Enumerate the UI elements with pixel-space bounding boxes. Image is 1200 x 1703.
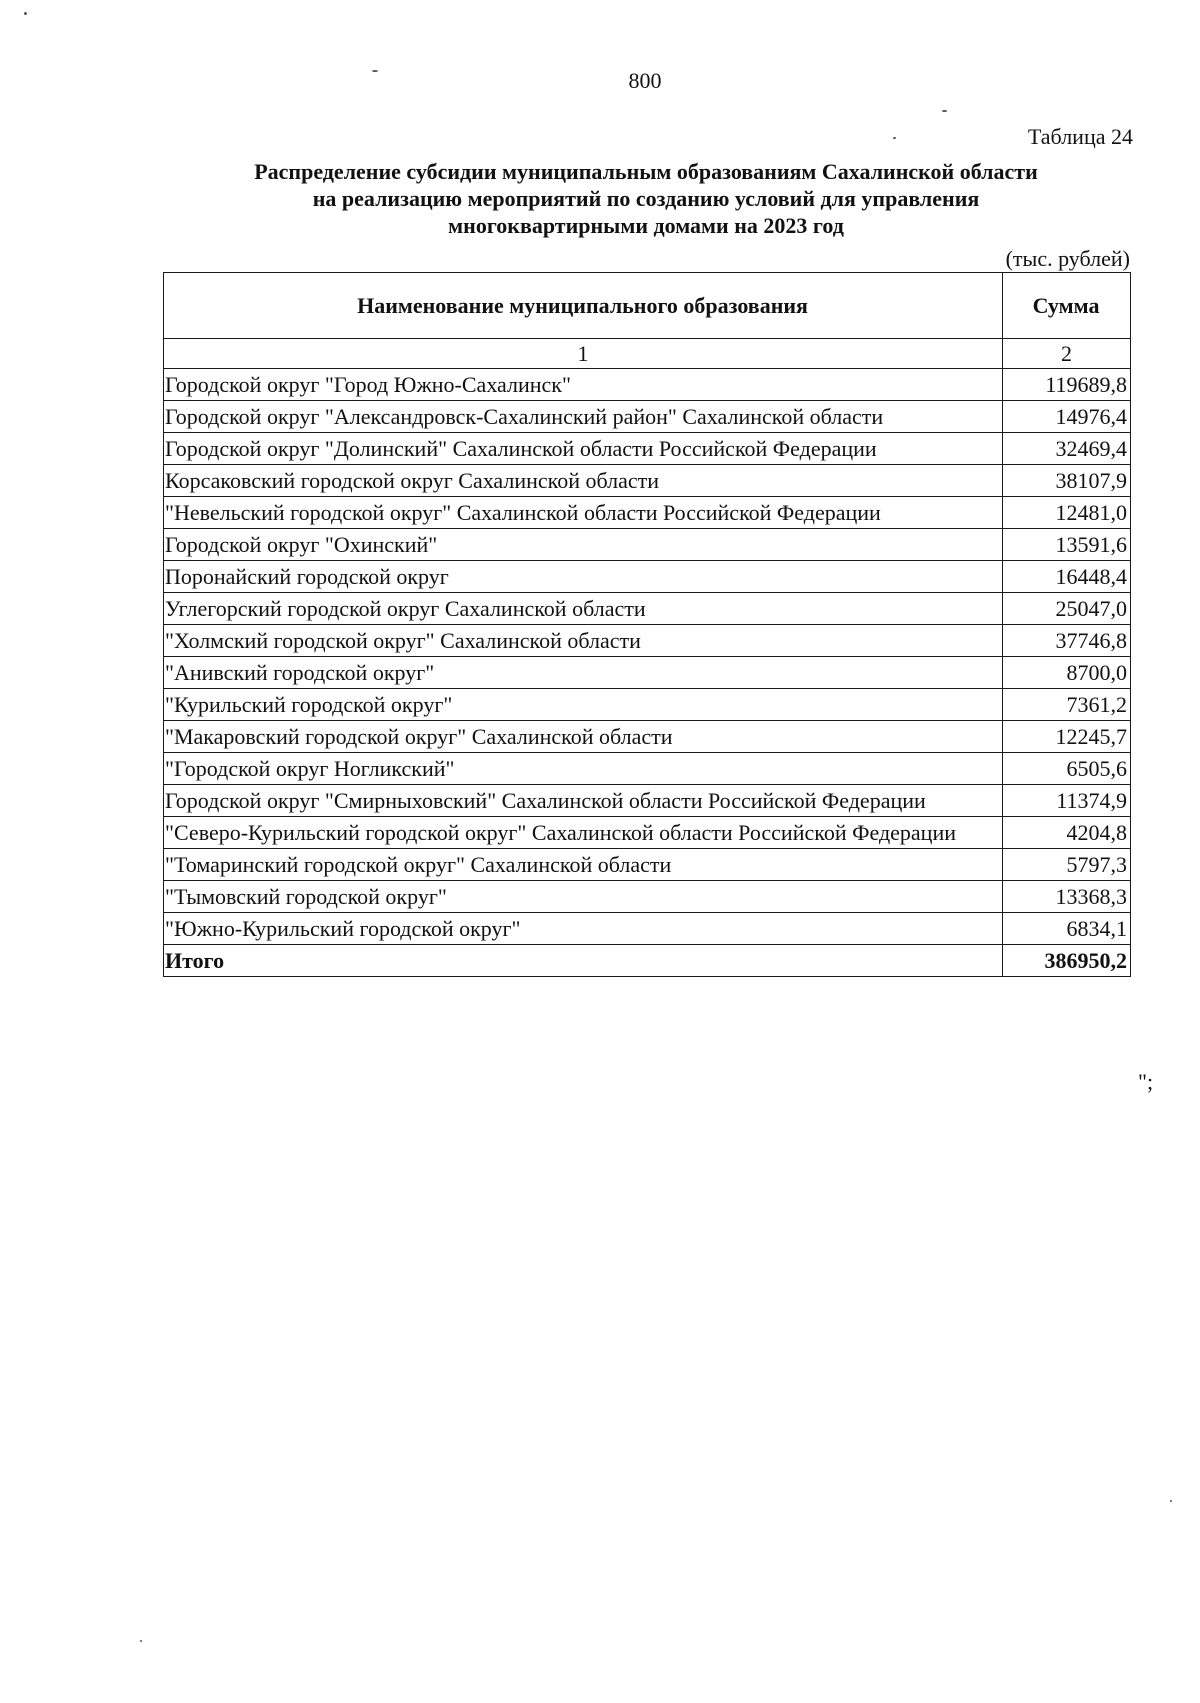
table-row (164, 881, 1131, 913)
row-sum: 32469,4 (1003, 433, 1131, 465)
row-sum: 6834,1 (1003, 913, 1131, 945)
scan-speck (1170, 1500, 1172, 1502)
row-sum: 16448,4 (1003, 561, 1131, 593)
column-number: 1 (164, 339, 1003, 369)
title-line: на реализацию мероприятий по созданию условий для управления (312, 186, 980, 211)
row-name: Городской округ "Долинский" Сахалинской области Российской Федерации (164, 433, 1003, 465)
row-name: "Макаровский городской округ" Сахалинской области (164, 721, 1003, 753)
header-name: Наименование муниципального образования (164, 273, 1003, 339)
scan-speck (893, 137, 896, 139)
table-row (164, 913, 1131, 945)
table-row (164, 785, 1131, 817)
table-row (164, 369, 1131, 401)
row-sum: 7361,2 (1003, 689, 1131, 721)
table-row (164, 593, 1131, 625)
table-row (164, 433, 1131, 465)
row-name: Городской округ "Город Южно-Сахалинск" (164, 369, 1003, 401)
table-row (164, 721, 1131, 753)
header-sum: Сумма (1003, 273, 1131, 339)
row-name: Городской округ "Охинский" (164, 529, 1003, 561)
table-row (164, 561, 1131, 593)
row-name: "Тымовский городской округ" (164, 881, 1003, 913)
row-sum: 5797,3 (1003, 849, 1131, 881)
row-name: "Южно-Курильский городской округ" (164, 913, 1003, 945)
row-sum: 14976,4 (1003, 401, 1131, 433)
units-label: (тыс. рублей) (1005, 246, 1130, 271)
table-row (164, 465, 1131, 497)
subsidy-table (163, 272, 1131, 977)
table-row (164, 497, 1131, 529)
row-name: "Анивский городской округ" (164, 657, 1003, 689)
row-sum: 13368,3 (1003, 881, 1131, 913)
total-label: Итого (164, 945, 1003, 977)
row-sum: 37746,8 (1003, 625, 1131, 657)
table-row (164, 817, 1131, 849)
table-row (164, 529, 1131, 561)
row-name: "Северо-Курильский городской округ" Сахалинской области Российской Федерации (164, 817, 1003, 849)
column-numbers-row (164, 339, 1131, 369)
scan-speck (372, 70, 378, 72)
title-line: Распределение субсидии муниципальным образованиям Сахалинской области (254, 159, 1038, 184)
row-sum: 119689,8 (1003, 369, 1131, 401)
row-sum: 4204,8 (1003, 817, 1131, 849)
header-row (164, 273, 1131, 339)
title-line: многоквартирными домами на 2023 год (448, 213, 844, 238)
document-title (150, 158, 1142, 239)
table-row (164, 753, 1131, 785)
table-label: Таблица 24 (1027, 124, 1133, 149)
row-sum: 38107,9 (1003, 465, 1131, 497)
row-name: Городской округ "Смирныховский" Сахалинской области Российской Федерации (164, 785, 1003, 817)
row-sum: 8700,0 (1003, 657, 1131, 689)
row-name: "Холмский городской округ" Сахалинской области (164, 625, 1003, 657)
total-sum: 386950,2 (1003, 945, 1131, 977)
table-row (164, 625, 1131, 657)
row-sum: 6505,6 (1003, 753, 1131, 785)
scan-speck (140, 1640, 142, 1642)
row-name: Корсаковский городской округ Сахалинской области (164, 465, 1003, 497)
table-row (164, 689, 1131, 721)
table-row (164, 401, 1131, 433)
column-number: 2 (1003, 339, 1131, 369)
row-name: Углегорский городской округ Сахалинской области (164, 593, 1003, 625)
page-number: 800 (628, 68, 662, 93)
row-name: "Томаринский городской округ" Сахалинской области (164, 849, 1003, 881)
row-name: Городской округ "Александровск-Сахалинский район" Сахалинской области (164, 401, 1003, 433)
row-name: "Невельский городской округ" Сахалинской области Российской Федерации (164, 497, 1003, 529)
row-sum: 25047,0 (1003, 593, 1131, 625)
scan-speck (24, 12, 27, 15)
row-name: "Городской округ Ногликский" (164, 753, 1003, 785)
closing-quote-mark: "; (1138, 1069, 1154, 1094)
row-name: "Курильский городской округ" (164, 689, 1003, 721)
total-row (164, 945, 1131, 977)
row-sum: 11374,9 (1003, 785, 1131, 817)
scan-speck (942, 110, 947, 112)
table-row (164, 657, 1131, 689)
row-sum: 12481,0 (1003, 497, 1131, 529)
row-sum: 13591,6 (1003, 529, 1131, 561)
row-name: Поронайский городской округ (164, 561, 1003, 593)
table-row (164, 849, 1131, 881)
row-sum: 12245,7 (1003, 721, 1131, 753)
